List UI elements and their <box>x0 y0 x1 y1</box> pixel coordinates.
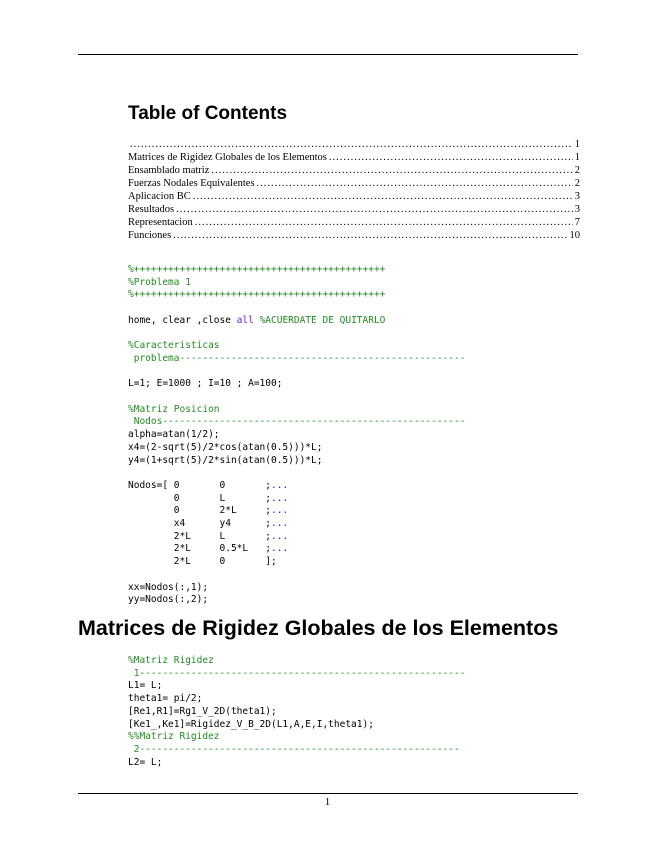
toc-leader <box>176 203 573 216</box>
toc-title: Table of Contents <box>128 103 288 124</box>
code-line: yy=Nodos(:,2); <box>128 594 209 606</box>
table-of-contents <box>128 138 580 242</box>
code-comment: Nodos----------------------------------------------------- <box>128 416 466 428</box>
toc-entry[interactable] <box>128 151 580 164</box>
code-comment: %Matriz Posicion <box>128 403 220 415</box>
toc-entry-label: Representacion <box>128 217 193 228</box>
code-continuation: ... <box>271 543 289 555</box>
toc-leader <box>193 190 573 203</box>
toc-entry-page: 1 <box>574 139 580 150</box>
code-continuation: ... <box>271 492 289 504</box>
toc-leader <box>329 151 573 164</box>
toc-leader <box>195 216 573 229</box>
code-line: y4=(1+sqrt(5)/2*sin(atan(0.5)))*L; <box>128 454 323 466</box>
code-continuation: ... <box>271 505 289 517</box>
code-comment: %%Matriz Rigidez <box>128 731 220 743</box>
code-line: 0 L ; <box>128 492 271 504</box>
code-comment: %++++++++++++++++++++++++++++++++++++++++++++ <box>128 264 386 275</box>
code-comment: %Caracteristicas <box>128 340 220 352</box>
code-line: 2*L L ; <box>128 530 271 542</box>
code-comment: 2-------------------------------------------------------- <box>128 743 460 755</box>
toc-entry-label: Fuerzas Nodales Equivalentes <box>128 178 255 189</box>
page-number: 1 <box>324 796 331 808</box>
code-line: Nodos=[ 0 0 ; <box>128 479 271 491</box>
code-comment: 1--------------------------------------------------------- <box>128 667 466 679</box>
code-line: x4=(2-sqrt(5)/2*cos(atan(0.5)))*L; <box>128 441 323 453</box>
footer-rule <box>78 793 578 794</box>
code-comment: %Problema 1 <box>128 276 191 288</box>
toc-entry[interactable] <box>128 203 580 216</box>
code-line: 2*L 0 ]; <box>128 556 277 568</box>
code-continuation: ... <box>271 518 289 530</box>
code-line: L=1; E=1000 ; I=10 ; A=100; <box>128 378 283 390</box>
code-line: x4 y4 ; <box>128 518 271 530</box>
toc-entry-page: 2 <box>574 165 580 176</box>
code-line: [Re1,R1]=Rg1_V_2D(theta1); <box>128 705 277 717</box>
code-line: L2= L; <box>128 756 163 768</box>
toc-entry-label: Matrices de Rigidez Globales de los Elementos <box>128 152 327 163</box>
code-line: home, clear ,close <box>128 314 237 326</box>
code-line: theta1= pi/2; <box>128 693 203 705</box>
code-continuation: ... <box>271 479 289 491</box>
code-block-problem-setup <box>128 264 465 607</box>
toc-entry[interactable] <box>128 138 580 151</box>
toc-entry-page: 3 <box>574 204 580 215</box>
code-comment: %ACUERDATE DE QUITARLO <box>253 314 386 326</box>
toc-leader <box>211 164 572 177</box>
code-line: L1= L; <box>128 680 163 692</box>
toc-entry[interactable] <box>128 177 580 190</box>
section-heading: Matrices de Rigidez Globales de los Elementos <box>78 616 559 640</box>
toc-leader <box>130 138 573 151</box>
code-comment: %Matriz Rigidez <box>128 655 214 666</box>
toc-leader <box>173 229 567 242</box>
toc-entry[interactable] <box>128 164 580 177</box>
toc-entry-label: Funciones <box>128 230 172 241</box>
toc-entry-page: 7 <box>574 217 580 228</box>
toc-entry-label: Resultados <box>128 204 175 215</box>
code-line: xx=Nodos(:,1); <box>128 581 209 593</box>
code-line: 0 2*L ; <box>128 505 271 517</box>
code-comment: problema-------------------------------------------------- <box>128 352 466 364</box>
toc-entry-page: 3 <box>574 191 580 202</box>
code-line: [Ke1_,Ke1]=Rigidez_V_B_2D(L1,A,E,I,theta1); <box>128 718 374 730</box>
toc-entry[interactable] <box>128 216 580 229</box>
code-keyword: all <box>236 314 254 326</box>
code-comment: %++++++++++++++++++++++++++++++++++++++++++++ <box>128 289 386 301</box>
header-rule <box>78 54 578 55</box>
toc-entry-page: 10 <box>569 230 580 241</box>
code-line: alpha=atan(1/2); <box>128 429 220 441</box>
code-block-stiffness <box>128 655 465 769</box>
toc-entry-label: Aplicacion BC <box>128 191 191 202</box>
toc-entry[interactable] <box>128 229 580 242</box>
code-continuation: ... <box>271 530 289 542</box>
code-line: 2*L 0.5*L ; <box>128 543 271 555</box>
toc-entry[interactable] <box>128 190 580 203</box>
toc-entry-page: 2 <box>574 178 580 189</box>
toc-entry-label: Ensamblado matriz <box>128 165 210 176</box>
toc-entry-page: 1 <box>574 152 580 163</box>
toc-leader <box>257 177 573 190</box>
